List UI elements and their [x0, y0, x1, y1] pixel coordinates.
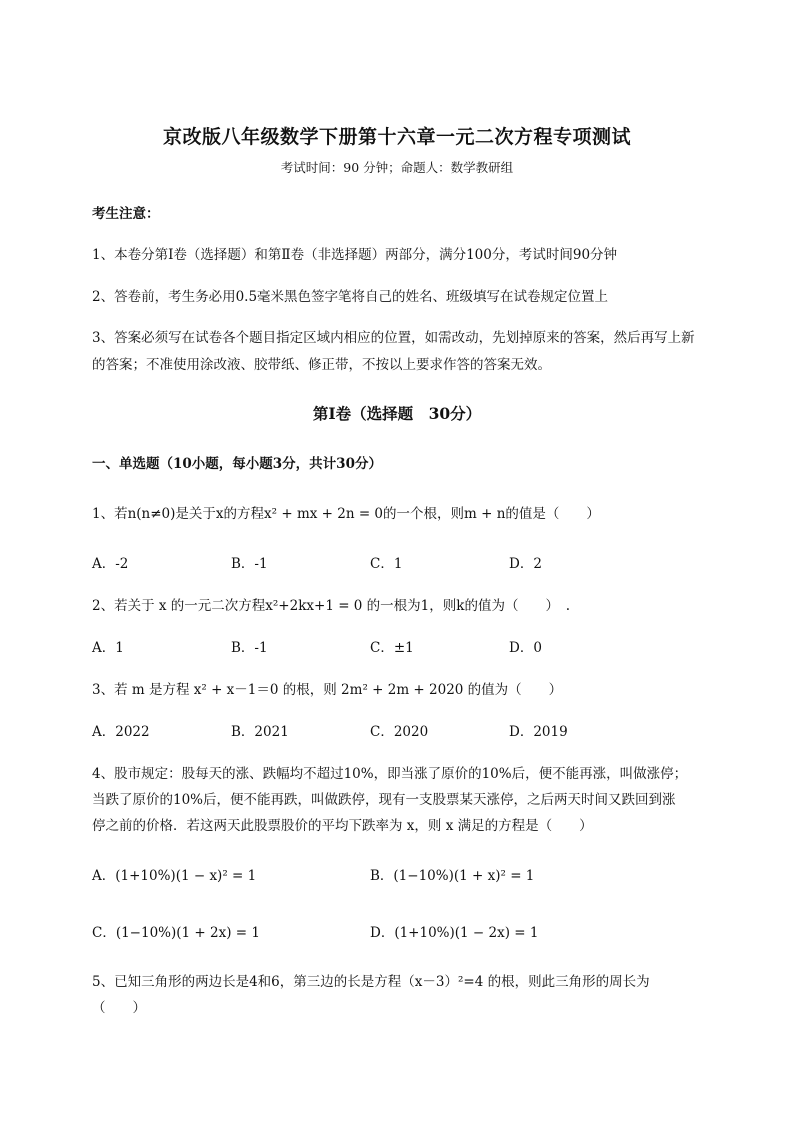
- choice-c: C．(1−10%)(1 + 2x) = 1: [92, 925, 260, 941]
- notice-item: 3、答案必须写在试卷各个题目指定区域内相应的位置，如需改动，先划掉原来的答案，然后再写上新: [92, 330, 695, 346]
- choice-c: C．±1: [370, 640, 414, 656]
- choice-a: A．2022: [92, 724, 150, 740]
- choice-d: D．(1+10%)(1 − 2x) = 1: [370, 925, 539, 941]
- exam-subtitle: 考试时间：90 分钟；命题人：数学教研组: [280, 160, 514, 175]
- choice-c: C．1: [370, 556, 403, 572]
- question-stem: 2、若关于 x 的一元二次方程x²+2kx+1 = 0 的一根为1，则k的值为（ ） .: [92, 598, 570, 614]
- question-stem-line: 当跌了原价的10%后，便不能再跌，叫做跌停，现有一支股票某天涨停，之后两天时间又跌回到涨: [92, 792, 676, 808]
- choice-c: C．2020: [370, 724, 429, 740]
- choice-b: B．(1−10%)(1 + x)² = 1: [370, 868, 535, 884]
- question-stem-line: 4、股市规定：股每天的涨、跌幅均不超过10%，即当涨了原价的10%后，便不能再涨，叫做涨停；: [92, 766, 688, 782]
- notice-item: 2、答卷前，考生务必用0.5毫米黑色签字笔将自己的姓名、班级填写在试卷规定位置上: [92, 289, 609, 305]
- question-stem-line: 停之前的价格．若这两天此股票股价的平均下跌率为 x，则 x 满足的方程是（ ）: [92, 818, 593, 834]
- notice-item: 的答案；不准使用涂改液、胶带纸、修正带，不按以上要求作答的答案无效。: [92, 357, 551, 373]
- choice-a: A．(1+10%)(1 − x)² = 1: [92, 868, 257, 884]
- page-title: 京改版八年级数学下册第十六章一元二次方程专项测试: [162, 126, 631, 148]
- part-title: 一、单选题（10小题，每小题3分，共计30分）: [92, 456, 382, 472]
- choice-a: A．1: [92, 640, 124, 656]
- notice-item: 1、本卷分第Ⅰ卷（选择题）和第Ⅱ卷（非选择题）两部分，满分100分，考试时间90分钟: [92, 247, 618, 263]
- choice-d: D．0: [509, 640, 542, 656]
- question-stem-line: 5、已知三角形的两边长是4和6，第三边的长是方程（x－3）²=4 的根，则此三角形的周长为: [92, 974, 650, 990]
- notice-heading: 考生注意：: [92, 206, 160, 222]
- section-title: 第Ⅰ卷（选择题 30分）: [312, 404, 482, 423]
- question-stem: 1、若n(n≠0)是关于x的方程x² + mx + 2n = 0的一个根，则m + n的值是（ ）: [92, 506, 600, 522]
- question-stem-line: （ ）: [92, 1000, 146, 1016]
- question-stem: 3、若 m 是方程 x² + x－1＝0 的根，则 2m² + 2m + 2020 的值为（ ）: [92, 682, 563, 698]
- choice-b: B．-1: [231, 640, 268, 656]
- choice-a: A．-2: [92, 556, 129, 572]
- choice-b: B．2021: [231, 724, 289, 740]
- choice-d: D．2019: [509, 724, 568, 740]
- choice-d: D．2: [509, 556, 542, 572]
- choice-b: B．-1: [231, 556, 268, 572]
